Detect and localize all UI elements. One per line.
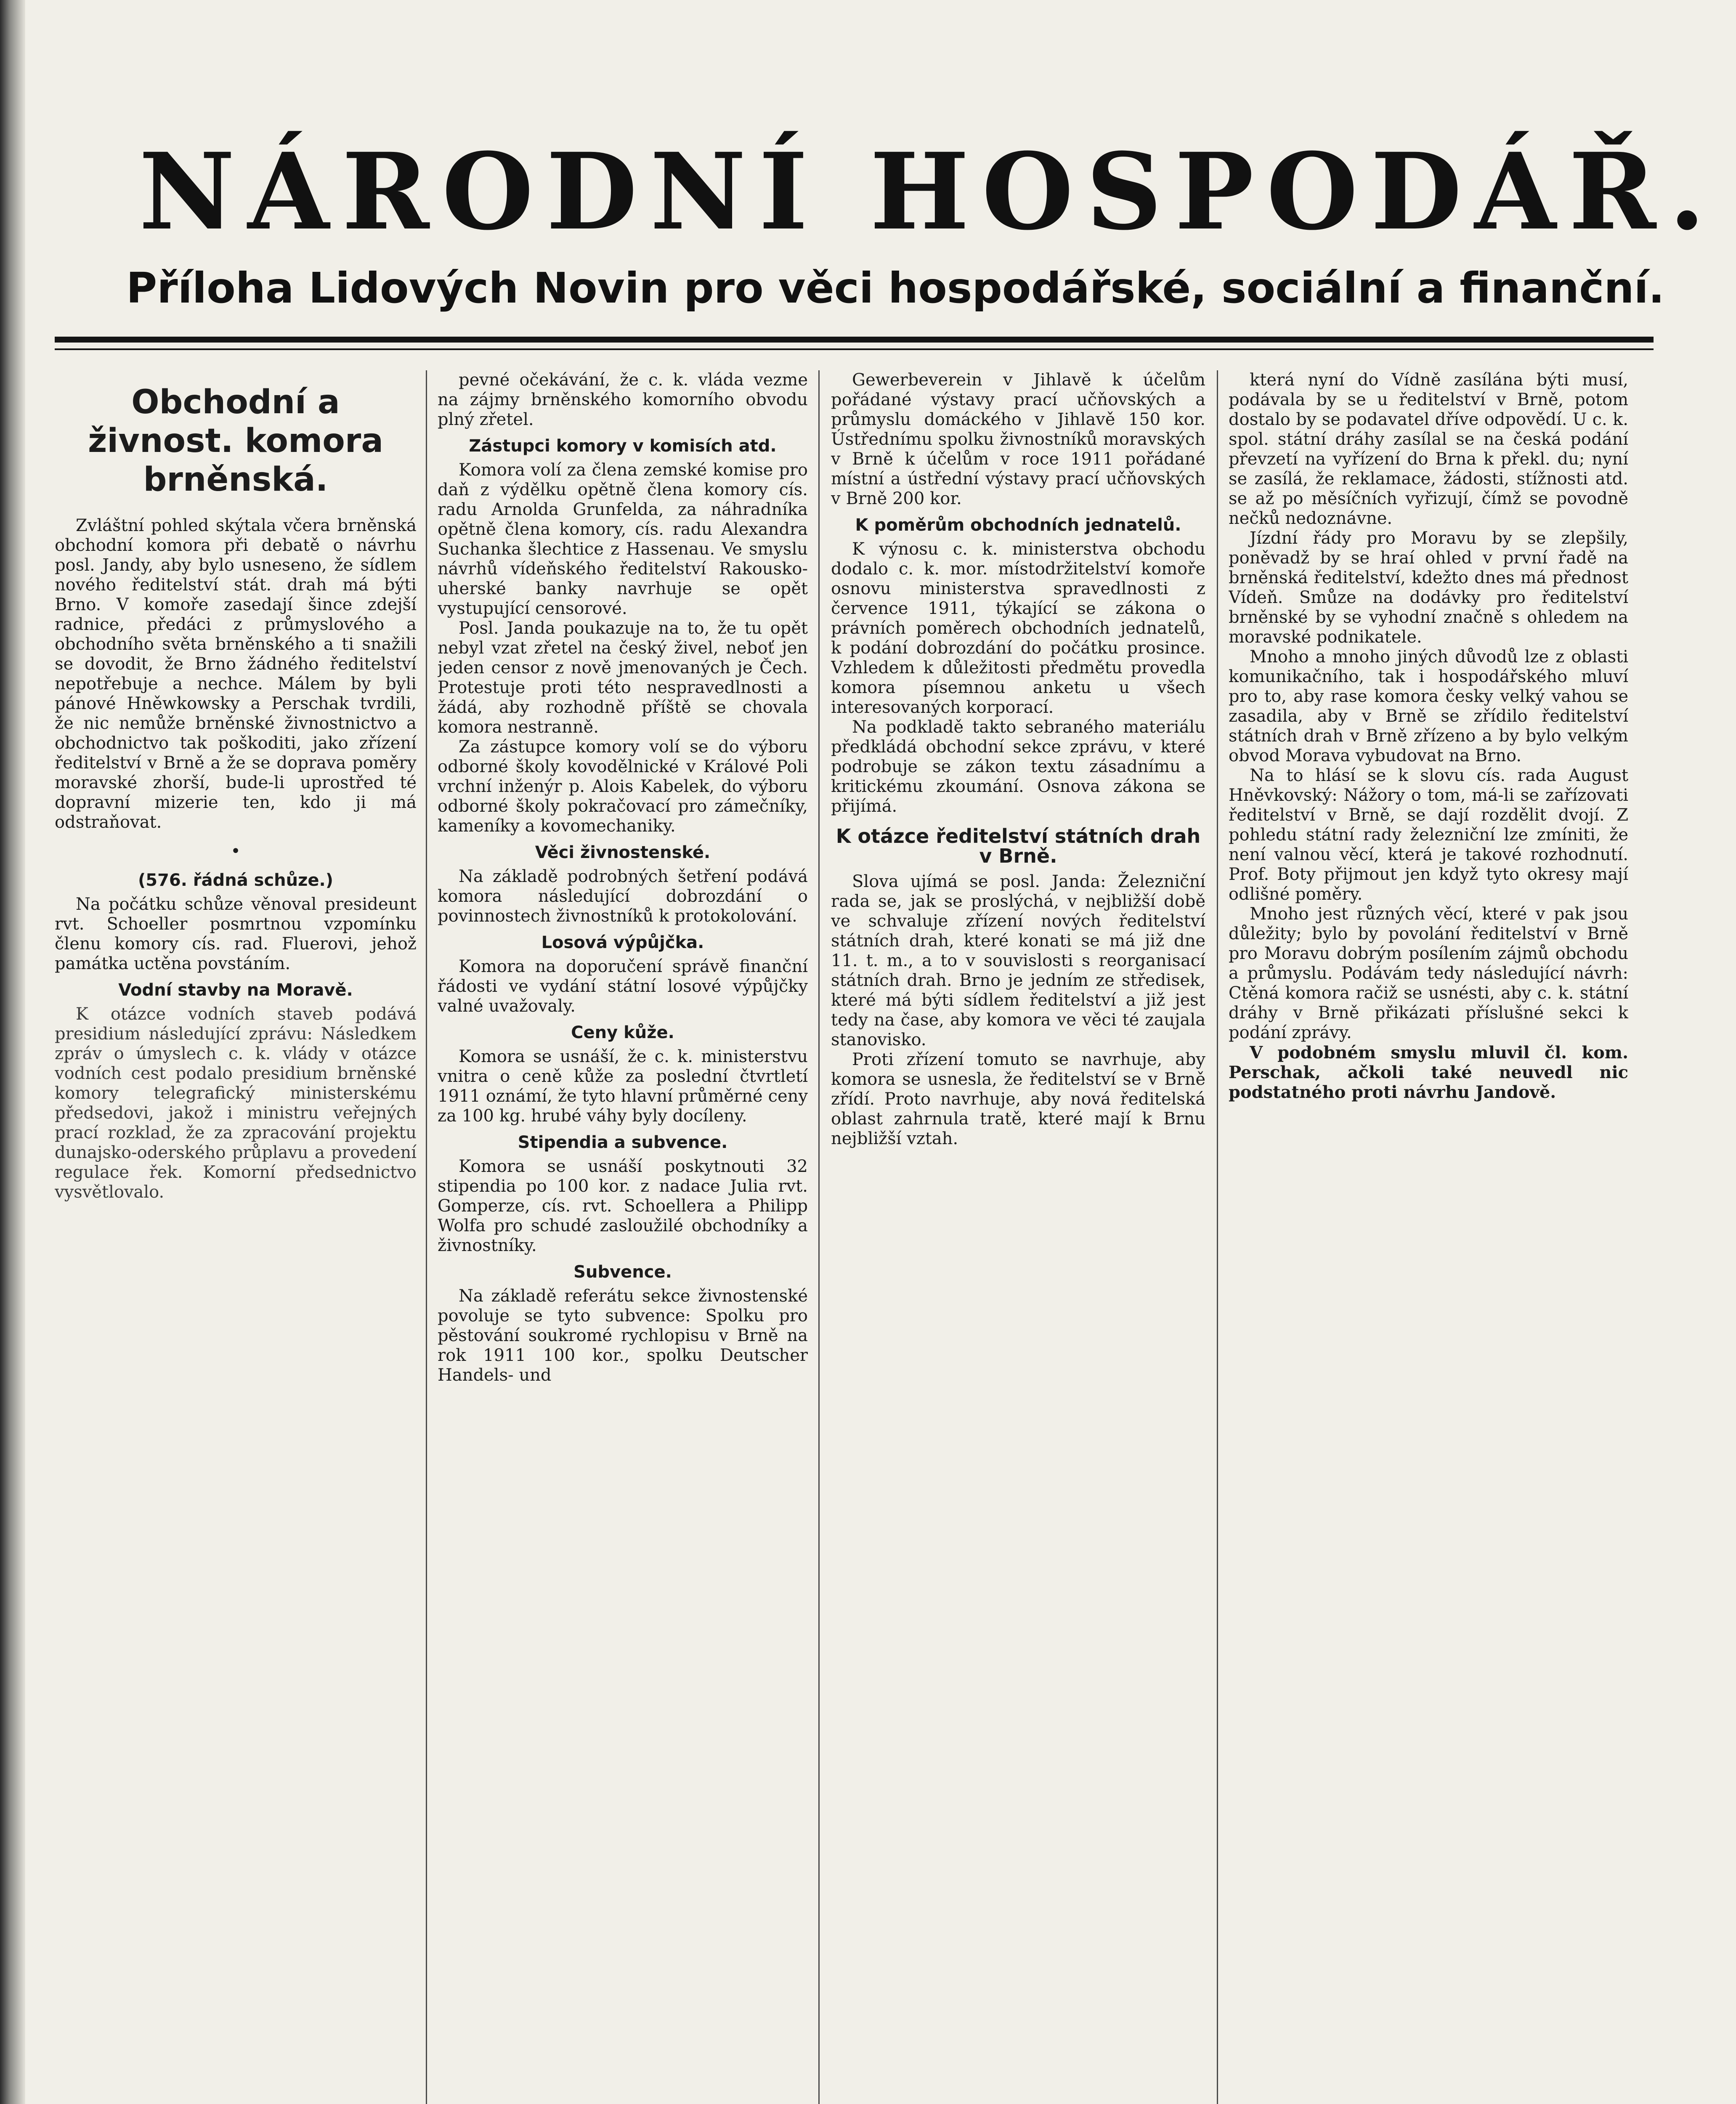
- section-body: Jízdní řády pro Moravu by se zlepšily, poněvadž by se hraí ohled v první řadě na brněnská ředitelství, kdežto dnes má přednost Vídeň. Smůze na dodávky pro ředitelství brněnské by se vyhodní značně s ohledem na moravské podnikatele.: [1229, 529, 1628, 647]
- masthead-rule: [55, 337, 1654, 343]
- section-body: Mnoho jest různých věcí, které v pak jsou důležity; bylo by povolání ředitelství v Brně pro Moravu dobrým posílením zájmů obchodu a průmyslu. Podávám tedy následující návrh: Ctěná komora račiž se usnésti, aby c. k. státní dráhy v Brně přikázati příslušné sekci k podání zprávy.: [1229, 904, 1628, 1042]
- section-body: Na podkladě takto sebraného materiálu předkládá obchodní sekce zprávu, v které podrobuje se zákon textu zásadnímu a kritickému zkoumání. Osnova zákona se přijímá.: [831, 717, 1205, 816]
- section-body: Komora na doporučení správě finanční řádosti ve vydání státní losové výpůjčky valné uvažovaly.: [438, 957, 808, 1016]
- section-heading: Věci živnostenské.: [535, 843, 711, 862]
- column-2: [438, 370, 808, 2104]
- section-heading: Zástupci komory v komisích atd.: [469, 436, 777, 456]
- section-body: K výnosu c. k. ministerstva obchodu dodalo c. k. mor. místodržitelství komoře osnovu ministerstva spravedlnosti z července 1911, týkající se zákona o právních poměrech obchodních jednatelů, k podání dobrozdání do počátku prosince. Vzhledem k důležitosti předmětu provedla komora písemnou anketu u všech interesovaných korporací.: [831, 539, 1205, 717]
- section-body: K otázce vodních staveb podává presidium následující zprávu: Následkem zpráv o úmyslech c. k. vlády v otázce vodních cest podalo presidium brněnské komory telegrafický ministerskému předsedovi, jakož i ministru veřejných prací rozklad, že za zpracování projektu dunajsko-oderského průplavu a provedení regulace řek. Komorní předsednictvo vysvětlovalo.: [55, 1004, 417, 1202]
- section-body: Na to hlásí se k slovu cís. rada August Hněvkovský: Nážory o tom, má-li se zařízovati ředitelství v Brně, se dají rozdělit dvojí. Z pohledu státní rady železniční lze zmíniti, že není valnou věcí, která je takové rozhodnutí. Prof. Boty přijmout jen když tyto okresy mají odlišné poměry.: [1229, 766, 1628, 904]
- section-body: Komora volí za člena zemské komise pro daň z výdělku opětně člena komory cís. radu Arnolda Grunfelda, za náhradníka opětně člena komory, cís. radu Alexandra Suchanka šlechtice z Hassenau. Ve smyslu návrhů vídeňského ředitelství Rakousko-uherské banky navrhuje se opět vystupující censorové.: [438, 460, 808, 618]
- column-1: [55, 370, 417, 2104]
- masthead-rule-thin: [55, 348, 1654, 350]
- section-heading: Subvence.: [573, 1262, 672, 1282]
- session-text: Na počátku schůze věnoval presideunt rvt. Schoeller posmrtnou vzpomínku členu komory cís. rad. Fluerovi, jehož památka uctěna povstáním.: [55, 895, 417, 973]
- column-intro: která nyní do Vídně zasílána býti musí, podávala by se u ředitelství v Brně, potom dostalo by se podavatel dříve odpovědí. U c. k. spol. státní dráhy zasílal se na česká podání převzetí na vyřízení do Brna k překl. du; nyní se zasílá, že reklamace, žádosti, stížnosti atd. se až po měsíčních vyřizují, čímž se povodně nečků nedoznávne.: [1229, 370, 1628, 528]
- section-body: Mnoho a mnoho jiných důvodů lze z oblasti komunikačního, tak i hospodářského mluví pro to, aby rase komora česky velký vahou se zasadila, aby v Brně se zřídilo ředitelství státních drah v Brně zřízeno a by bylo velkým obvod Morava vybudovat na Brno.: [1229, 647, 1628, 765]
- separator-dot: •: [231, 842, 241, 861]
- page-edge: [0, 0, 25, 2104]
- session-number: (576. řádná schůze.): [138, 871, 333, 890]
- article-headline: Obchodní a živnost. komora brněnská.: [88, 383, 383, 499]
- section-heading: Vodní stavby na Moravě.: [118, 980, 353, 1000]
- section-body: Komora se usnáší, že c. k. ministerstvu vnitra o ceně kůže za poslední čtvrtletí 1911 oznámí, že tyto hlavní průměrné ceny za 100 kg. hrubé váhy byly docíleny.: [438, 1047, 808, 1126]
- column-intro: pevné očekávání, že c. k. vláda vezme na zájmy brněnského komorního obvodu plný zřetel.: [438, 370, 808, 429]
- section-body: Komora se usnáší poskytnouti 32 stipendia po 100 kor. z nadace Julia rvt. Gomperze, cís. rvt. Schoellera a Philipp Wolfa pro schudé zasloužilé obchodníky a živnostníky.: [438, 1157, 808, 1255]
- column-divider: [1217, 370, 1218, 2104]
- section-heading: K otázce ředitelství státních drah v Brně.: [836, 825, 1201, 867]
- column-intro: Gewerbeverein v Jihlavě k účelům pořádané výstavy prací učňovských a průmyslu domáckého v Jihlavě 150 kor. Ústřednímu spolku živnostníků moravských v Brně k účelům v roce 1911 pořádané místní a ústřední výstavy prací učňovských v Brně 200 kor.: [831, 370, 1205, 508]
- section-heading: K poměrům obchodních jednatelů.: [855, 515, 1181, 535]
- section-body: Posl. Janda poukazuje na to, že tu opět nebyl vzat zřetel na český živel, neboť jen jeden censor z nově jmenovaných je Čech. Protestuje proti této nespravedlnosti a žádá, aby rozhodně příště se chovala komora nestranně.: [438, 619, 808, 737]
- section-body: Slova ujímá se posl. Janda: Železniční rada se, jak se proslýchá, v nejbližší době ve schvaluje zřízení nových ředitelství státních drah, které konati se má již dne 11. t. m., a to v souvislosti s reorganisací státních drah. Brno je jedním ze středisek, které má býti sídlem ředitelství a již jest tedy na čase, aby komora ve věci té zaujala stanovisko.: [831, 872, 1205, 1049]
- section-body: Proti zřízení tomuto se navrhuje, aby komora se usnesla, že ředitelství se v Brně zřídí. Proto navrhuje, aby nová ředitelská oblast zahrnula tratě, které mají k Brnu nejbližší vztah.: [831, 1050, 1205, 1148]
- article-lead: Zvláštní pohled skýtala včera brněnská obchodní komora při debatě o návrhu posl. Jandy, aby bylo usneseno, že sídlem nového ředitelství stát. drah má býti Brno. V komoře zasedají šince zdejší radnice, předáci z průmyslového a obchodního světa brněnského a ti snažili se dovodit, že Brno žádného ředitelství nepotřebuje a nechce. Málem by byli pánové Hněwkowsky a Perschak tvrdili, že nic nemůže brněnské živnostnictvo a obchodnictvo tak poškoditi, jako zřízení ředitelství v Brně a že se doprava poměry moravské zhorší, bude-li uprostřed té dopravní mizerie ten, kdo ji má odstraňovat.: [55, 516, 417, 832]
- column-4: [1229, 370, 1628, 2104]
- column-divider: [426, 370, 427, 2104]
- masthead-title: NÁRODNÍ HOSPODÁŘ.: [139, 130, 1718, 253]
- column-3: [831, 370, 1205, 2104]
- closing-paragraph: V podobném smyslu mluvil čl. kom. Perschak, ačkoli také neuvedl nic podstatného proti návrhu Jandově.: [1229, 1043, 1628, 1102]
- section-heading: Losová výpůjčka.: [541, 933, 704, 952]
- column-divider: [818, 370, 820, 2104]
- section-body: Za zástupce komory volí se do výboru odborné školy kovodělnické v Králové Poli vrchní inženýr p. Alois Kabelek, do výboru odborné školy pokračovací pro zámečníky, kameníky a kovomechaniky.: [438, 737, 808, 836]
- section-body: Na základě podrobných šetření podává komora následující dobrozdání o povinnostech živnostníků k protokolování.: [438, 867, 808, 926]
- masthead-subtitle: Příloha Lidových Novin pro věci hospodářské, sociální a finanční.: [126, 263, 1664, 313]
- section-body: Na základě referátu sekce živnostenské povoluje se tyto subvence: Spolku pro pěstování soukromé rychlopisu v Brně na rok 1911 100 kor., spolku Deutscher Handels- und: [438, 1286, 808, 1385]
- section-heading: Stipendia a subvence.: [518, 1133, 728, 1152]
- section-heading: Ceny kůže.: [571, 1023, 674, 1042]
